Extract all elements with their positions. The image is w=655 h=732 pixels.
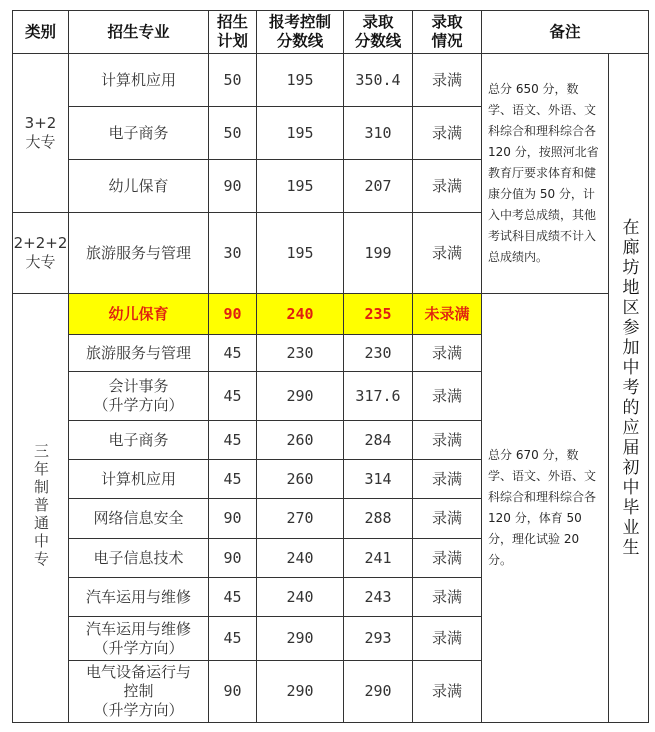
category-cell: 三年制普通中专 xyxy=(13,294,69,723)
major-cell: 会计事务 （升学方向） xyxy=(69,372,209,421)
major-cell: 电子信息技术 xyxy=(69,539,209,578)
admit-line-cell: 284 xyxy=(344,421,413,460)
header-notes: 备注 xyxy=(482,11,649,54)
admit-line-cell: 293 xyxy=(344,617,413,661)
admission-table xyxy=(12,10,649,723)
major-cell: 幼儿保育 xyxy=(69,294,209,335)
plan-cell: 90 xyxy=(209,160,257,213)
major-cell: 电气设备运行与 控制 （升学方向） xyxy=(69,661,209,723)
major-cell: 电子商务 xyxy=(69,107,209,160)
admit-line-cell: 230 xyxy=(344,335,413,372)
status-cell: 录满 xyxy=(413,421,482,460)
major-cell: 旅游服务与管理 xyxy=(69,213,209,294)
table-row-highlighted xyxy=(13,294,649,335)
major-cell: 计算机应用 xyxy=(69,460,209,499)
status-cell: 录满 xyxy=(413,107,482,160)
control-line-cell: 240 xyxy=(257,539,344,578)
status-cell: 录满 xyxy=(413,54,482,107)
plan-cell: 30 xyxy=(209,213,257,294)
major-cell: 汽车运用与维修 （升学方向） xyxy=(69,617,209,661)
control-line-cell: 290 xyxy=(257,617,344,661)
header-status: 录取 情况 xyxy=(413,11,482,54)
control-line-cell: 195 xyxy=(257,213,344,294)
control-line-cell: 195 xyxy=(257,160,344,213)
plan-cell: 45 xyxy=(209,578,257,617)
major-cell: 汽车运用与维修 xyxy=(69,578,209,617)
control-line-cell: 195 xyxy=(257,54,344,107)
control-line-cell: 260 xyxy=(257,460,344,499)
status-cell: 录满 xyxy=(413,578,482,617)
note-cell-650: 总分 650 分，数学、语文、外语、文科综合和理科综合各 120 分，按照河北省教育厅要求体育和健康分值为 50 分，计入中考总成绩，其他考试科目成绩不计入总成绩内。 xyxy=(482,54,609,294)
plan-cell: 90 xyxy=(209,539,257,578)
header-major: 招生专业 xyxy=(69,11,209,54)
category-cell: 3+2 大专 xyxy=(13,54,69,213)
status-cell: 录满 xyxy=(413,213,482,294)
status-cell: 未录满 xyxy=(413,294,482,335)
plan-cell: 45 xyxy=(209,617,257,661)
admit-line-cell: 317.6 xyxy=(344,372,413,421)
header-row xyxy=(13,11,649,54)
plan-cell: 50 xyxy=(209,54,257,107)
status-cell: 录满 xyxy=(413,160,482,213)
control-line-cell: 290 xyxy=(257,661,344,723)
control-line-cell: 270 xyxy=(257,499,344,539)
control-line-cell: 240 xyxy=(257,578,344,617)
status-cell: 录满 xyxy=(413,617,482,661)
plan-cell: 45 xyxy=(209,372,257,421)
header-control-line: 报考控制 分数线 xyxy=(257,11,344,54)
admit-line-cell: 310 xyxy=(344,107,413,160)
major-cell: 网络信息安全 xyxy=(69,499,209,539)
admit-line-cell: 290 xyxy=(344,661,413,723)
admit-line-cell: 241 xyxy=(344,539,413,578)
control-line-cell: 230 xyxy=(257,335,344,372)
control-line-cell: 290 xyxy=(257,372,344,421)
plan-cell: 90 xyxy=(209,661,257,723)
control-line-cell: 260 xyxy=(257,421,344,460)
admit-line-cell: 235 xyxy=(344,294,413,335)
eligibility-note: 在廊坊地区参加中考的应届初中毕业生 xyxy=(609,54,649,723)
plan-cell: 90 xyxy=(209,499,257,539)
header-plan: 招生 计划 xyxy=(209,11,257,54)
status-cell: 录满 xyxy=(413,661,482,723)
plan-cell: 90 xyxy=(209,294,257,335)
admit-line-cell: 243 xyxy=(344,578,413,617)
status-cell: 录满 xyxy=(413,539,482,578)
admit-line-cell: 199 xyxy=(344,213,413,294)
major-cell: 电子商务 xyxy=(69,421,209,460)
status-cell: 录满 xyxy=(413,499,482,539)
status-cell: 录满 xyxy=(413,335,482,372)
major-cell: 幼儿保育 xyxy=(69,160,209,213)
major-cell: 旅游服务与管理 xyxy=(69,335,209,372)
header-category: 类别 xyxy=(13,11,69,54)
note-cell-670: 总分 670 分，数学、语文、外语、文科综合和理科综合各 120 分，体育 50 分，理化试验 20 分。 xyxy=(482,294,609,723)
admit-line-cell: 207 xyxy=(344,160,413,213)
admit-line-cell: 314 xyxy=(344,460,413,499)
admit-line-cell: 350.4 xyxy=(344,54,413,107)
plan-cell: 45 xyxy=(209,460,257,499)
status-cell: 录满 xyxy=(413,372,482,421)
header-admit-line: 录取 分数线 xyxy=(344,11,413,54)
major-cell: 计算机应用 xyxy=(69,54,209,107)
table-row xyxy=(13,54,649,107)
plan-cell: 45 xyxy=(209,421,257,460)
status-cell: 录满 xyxy=(413,460,482,499)
control-line-cell: 195 xyxy=(257,107,344,160)
plan-cell: 50 xyxy=(209,107,257,160)
admit-line-cell: 288 xyxy=(344,499,413,539)
plan-cell: 45 xyxy=(209,335,257,372)
control-line-cell: 240 xyxy=(257,294,344,335)
category-cell: 2+2+2 大专 xyxy=(13,213,69,294)
